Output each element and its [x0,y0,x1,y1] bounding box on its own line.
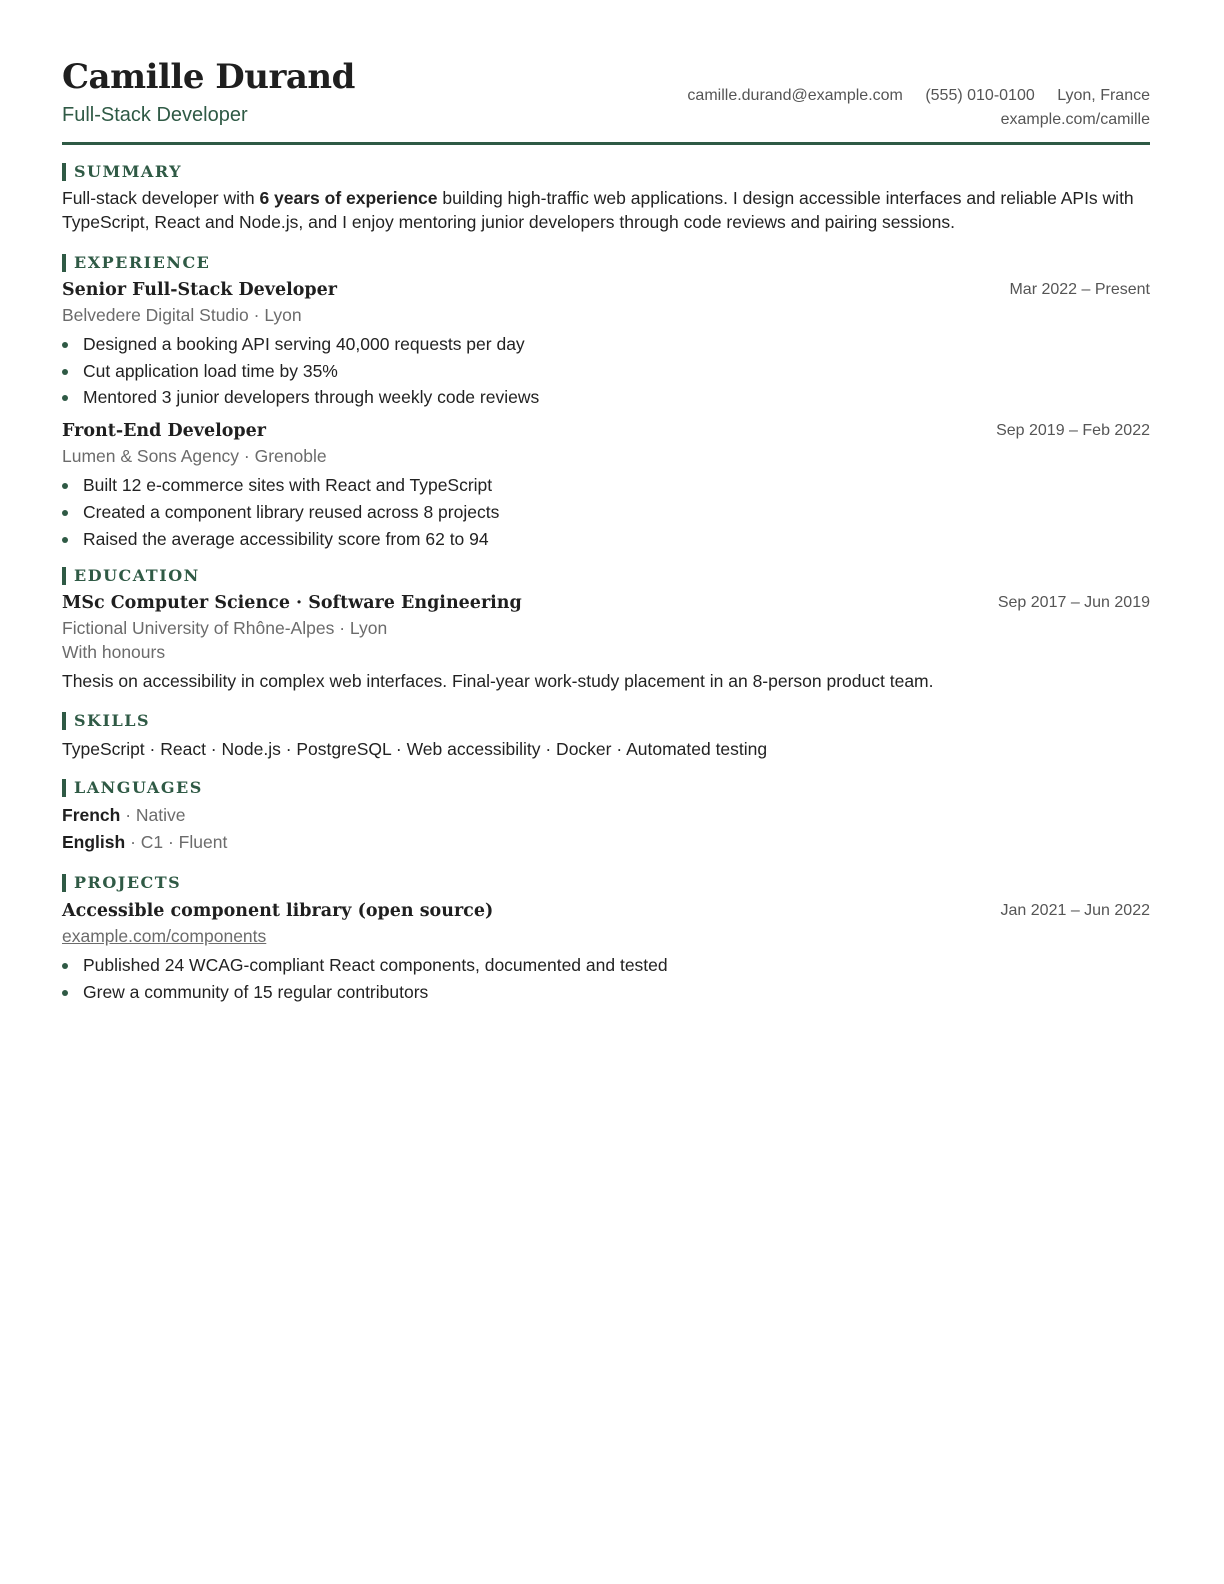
project-header [62,898,1150,924]
bullet-text: Grew a community of 15 regular contributors [83,981,429,1002]
education-header [62,590,1150,616]
language-name: French [62,805,121,825]
language-name: English [62,832,126,852]
job-title: Front-End Developer [62,421,266,442]
section-heading [62,710,1150,732]
summary-text [62,186,1150,234]
language-level: · Native [120,805,186,825]
language-item [62,802,1150,829]
heading-accent-bar [62,254,66,272]
contact-location: Lyon, France [1057,87,1150,104]
degree-title: MSc Computer Science · Software Engineering [62,593,522,613]
project-title: Accessible component library (open source) [62,901,494,921]
project-dates: Jan 2021 – Jun 2022 [1000,902,1150,919]
contact-phone[interactable]: (555) 010-0100 [925,87,1035,104]
bullet-dot [62,990,68,996]
summary-text-start: Full-stack developer with [62,188,260,208]
section-heading [62,252,1150,274]
list-item [62,979,1150,1006]
job-dates: Mar 2022 – Present [1009,281,1150,298]
bullet-text: Built 12 e-commerce sites with React and TypeScript [83,475,493,496]
heading-accent-bar [62,567,66,585]
contact-info [687,84,1150,132]
resume-header [62,56,1150,145]
section-heading [62,161,1150,183]
projects-section [62,872,1150,1005]
section-heading [62,565,1150,587]
job-entry [62,277,1150,411]
project-link[interactable]: example.com/components [62,926,267,946]
bullet-text: Published 24 WCAG-compliant React components, documented and tested [83,955,668,975]
candidate-name: Camille Durand [62,57,355,97]
job-title: Senior Full-Stack Developer [62,280,337,300]
job-dates: Sep 2019 – Feb 2022 [996,422,1150,440]
heading-accent-bar [62,874,66,892]
job-company: Belvedere Digital Studio · Lyon [62,305,302,325]
list-item [62,526,1150,553]
job-company: Lumen & Sons Agency · Grenoble [62,446,327,467]
bullet-dot [62,963,68,969]
experience-section [62,252,1150,552]
bullet-dot [62,483,68,489]
skills-heading: SKILLS [74,711,150,730]
project-bullets [62,952,1150,1005]
summary-highlight: 6 years of experience [259,188,438,208]
bullet-text: Designed a booking API serving 40,000 requests per day [83,334,525,354]
bullet-dot [62,510,68,516]
bullet-text: Created a component library reused across 8 projects [83,501,500,522]
list-item [62,331,1150,358]
skills-section [62,710,1150,761]
resume-page [62,56,1150,1002]
list-item [62,384,1150,411]
language-level: · C1 · Fluent [125,832,228,852]
bullet-dot [62,537,68,543]
education-dates: Sep 2017 – Jun 2019 [997,594,1150,611]
summary-heading: SUMMARY [74,162,183,181]
language-item [62,829,1150,856]
languages-section [62,777,1150,856]
experience-heading: EXPERIENCE [74,253,211,272]
projects-heading: PROJECTS [74,873,182,892]
job-entry [62,418,1150,552]
bullet-text: Mentored 3 junior developers through weekly code reviews [83,387,540,408]
school-name: Fictional University of Rhône-Alpes · Lyon [62,618,388,638]
bullet-text: Cut application load time by 35% [83,360,338,381]
list-item [62,952,1150,979]
bullet-dot [62,342,68,348]
education-description: Thesis on accessibility in complex web interfaces. Final-year work-study placement in an 8-person product team. [62,671,934,691]
heading-accent-bar [62,779,66,797]
heading-accent-bar [62,712,66,730]
summary-text-end: building high-traffic web applications. I design accessible interfaces and reliable APIs with TypeScript, React and Node.js, and I enjoy mentoring junior developers through code reviews and pairing sessions. [62,188,1134,232]
languages-heading: LANGUAGES [74,778,203,797]
contact-email[interactable]: camille.durand@example.com [687,87,903,104]
list-item [62,499,1150,526]
candidate-role: Full-Stack Developer [62,104,248,126]
job-header [62,418,1150,444]
bullet-dot [62,395,68,401]
job-bullets [62,331,1150,411]
heading-accent-bar [62,163,66,181]
education-section [62,565,1150,693]
section-heading [62,777,1150,799]
bullet-text: Raised the average accessibility score from 62 to 94 [83,528,489,549]
job-bullets [62,472,1150,552]
skills-list: TypeScript · React · Node.js · PostgreSQL · Web accessibility · Docker · Automated testing [62,739,768,759]
education-heading: EDUCATION [74,566,200,585]
summary-section [62,161,1150,234]
job-header [62,277,1150,303]
contact-website[interactable]: example.com/camille [1000,111,1150,128]
education-honours: With honours [62,642,166,662]
list-item [62,358,1150,385]
section-heading [62,872,1150,894]
list-item [62,472,1150,499]
bullet-dot [62,369,68,375]
